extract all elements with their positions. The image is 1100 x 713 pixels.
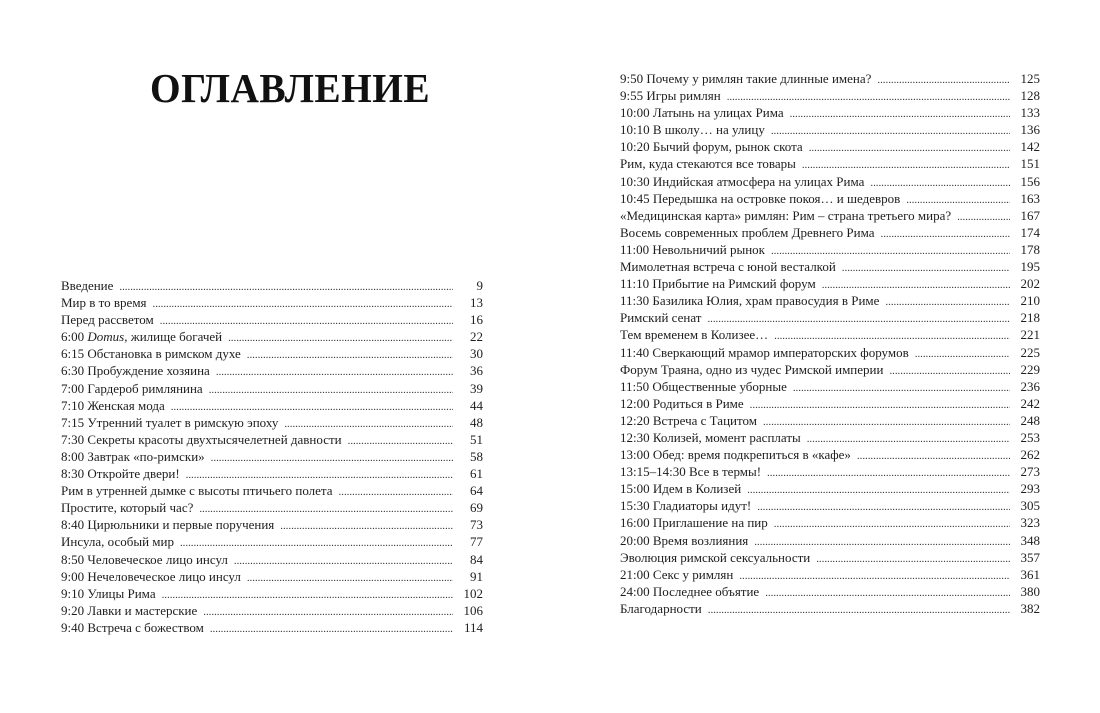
toc-entry-page: 151 — [1020, 156, 1040, 172]
toc-entry-page: 167 — [1020, 207, 1040, 223]
toc-list-right — [620, 70, 1040, 617]
toc-entry-time: 10:45 — [620, 190, 653, 206]
toc-entry — [620, 138, 1040, 155]
toc-entry-text: Обстановка в римском духе — [87, 346, 241, 362]
toc-entry-title — [620, 190, 906, 207]
toc-entry-page: 102 — [463, 585, 483, 601]
dot-leader — [216, 364, 453, 381]
toc-entry — [620, 480, 1040, 497]
toc-entry-time: 15:00 — [620, 481, 653, 497]
toc-entry-text: Передышка на островке покоя… и шедевров — [652, 190, 901, 206]
toc-entry-page: 305 — [1020, 498, 1040, 514]
toc-entry-time: 8:50 — [61, 551, 88, 567]
toc-entry-title — [620, 600, 708, 617]
toc-entry-page: 229 — [1020, 361, 1040, 377]
toc-entry-time: 10:20 — [620, 139, 653, 155]
dot-leader — [203, 604, 453, 621]
toc-entry-text: Эволюция римской сексуальности — [620, 549, 811, 565]
toc-entry — [61, 619, 483, 636]
toc-entry-title — [620, 155, 802, 172]
toc-entry-page: 210 — [1020, 293, 1040, 309]
toc-entry-text: В школу… на улицу — [652, 122, 765, 138]
toc-entry-title — [620, 104, 790, 121]
dot-leader — [211, 450, 453, 467]
toc-entry-time: 9:20 — [61, 602, 88, 618]
toc-entry-text: Время возлияния — [652, 532, 749, 548]
toc-entry — [620, 514, 1040, 531]
toc-entry — [620, 87, 1040, 104]
toc-entry-time: 24:00 — [620, 583, 653, 599]
toc-entry-text: Сверкающий мрамор императорских форумов — [652, 344, 909, 360]
toc-entry — [61, 585, 483, 602]
toc-entry — [61, 602, 483, 619]
toc-entry — [620, 326, 1040, 343]
toc-entry-time: 7:00 — [61, 380, 88, 396]
toc-entry-page: 225 — [1020, 344, 1040, 360]
toc-entry-title — [620, 326, 774, 343]
toc-entry — [620, 275, 1040, 292]
dot-leader — [210, 621, 453, 638]
toc-entry — [620, 446, 1040, 463]
dot-leader — [885, 294, 1010, 311]
toc-entry-page: 48 — [470, 414, 483, 430]
toc-entry-text: Бычий форум, рынок скота — [652, 139, 803, 155]
toc-entry-page: 195 — [1020, 259, 1040, 275]
toc-entry-text: Мимолетная встреча с юной весталкой — [620, 259, 836, 275]
toc-entry — [620, 104, 1040, 121]
toc-entry-text: Откройте двери! — [87, 466, 180, 482]
toc-entry-title — [61, 362, 216, 379]
dot-leader — [915, 346, 1010, 363]
toc-entry-title — [620, 532, 754, 549]
toc-entry-page: 293 — [1020, 481, 1040, 497]
toc-heading: ОГЛАВЛЕНИЕ — [150, 65, 431, 111]
toc-entry-text: Прибытие на Римский форум — [652, 276, 816, 292]
toc-entry-time: 11:50 — [620, 378, 653, 394]
toc-entry-page: 236 — [1020, 378, 1040, 394]
toc-entry-page: 218 — [1020, 310, 1040, 326]
toc-entry-page: 174 — [1020, 224, 1040, 240]
toc-entry-time: 16:00 — [620, 515, 653, 531]
toc-entry-title — [620, 292, 885, 309]
toc-entry-page: 16 — [470, 312, 483, 328]
toc-entry-page: 136 — [1020, 122, 1040, 138]
toc-entry-page: 202 — [1020, 276, 1040, 292]
toc-entry-title — [61, 414, 284, 431]
toc-entry — [61, 551, 483, 568]
toc-entry — [61, 380, 483, 397]
toc-entry-title — [61, 499, 199, 516]
toc-entry-text: Все в термы! — [688, 464, 762, 480]
toc-entry — [620, 207, 1040, 224]
toc-entry-title — [620, 446, 857, 463]
toc-entry-time: 12:30 — [620, 429, 653, 445]
toc-entry — [620, 583, 1040, 600]
toc-entry — [620, 566, 1040, 583]
toc-entry-title — [620, 207, 957, 224]
toc-entry-page: 22 — [470, 329, 483, 345]
toc-entry-page: 91 — [470, 568, 483, 584]
toc-entry — [620, 532, 1040, 549]
toc-entry-text: Индийская атмосфера на улицах Рима — [652, 173, 865, 189]
toc-entry-time: 8:00 — [61, 448, 88, 464]
toc-entry-text: Общественные уборные — [652, 378, 787, 394]
toc-entry-time: 9:00 — [61, 568, 88, 584]
toc-entry-title — [620, 395, 750, 412]
toc-entry — [620, 395, 1040, 412]
toc-entry-title — [61, 277, 119, 294]
toc-entry-time: 7:15 — [61, 414, 88, 430]
toc-entry-text: Тем временем в Колизее… — [620, 327, 769, 343]
toc-entry-title — [620, 429, 807, 446]
toc-entry-title — [620, 412, 763, 429]
toc-entry-title — [61, 431, 348, 448]
toc-entry-time: 10:00 — [620, 105, 653, 121]
dot-leader — [739, 568, 1010, 585]
toc-entry-title — [620, 514, 774, 531]
toc-entry — [61, 362, 483, 379]
toc-entry — [61, 482, 483, 499]
dot-leader — [750, 397, 1010, 414]
toc-entry-text: Пробуждение хозяина — [87, 363, 210, 379]
toc-entry — [620, 155, 1040, 172]
toc-entry-title — [620, 275, 822, 292]
toc-entry-title — [620, 463, 767, 480]
toc-entry-text: Колизей, момент расплаты — [652, 429, 801, 445]
toc-entry-title — [61, 380, 209, 397]
toc-entry-text: Секс у римлян — [652, 566, 734, 582]
toc-entry-title — [620, 241, 771, 258]
toc-entry-text: Простите, который час? — [61, 500, 194, 516]
toc-entry — [620, 121, 1040, 138]
toc-entry-time: 11:10 — [620, 276, 653, 292]
toc-entry-page: 273 — [1020, 464, 1040, 480]
toc-entry-page: 77 — [470, 534, 483, 550]
toc-entry-time: 11:40 — [620, 344, 653, 360]
toc-entry-time: 12:00 — [620, 395, 653, 411]
toc-entry-page: 348 — [1020, 532, 1040, 548]
dot-leader — [957, 209, 1010, 226]
toc-entry-text: Благодарности — [620, 600, 702, 616]
toc-entry-time: 8:40 — [61, 517, 88, 533]
toc-entry-title — [620, 309, 707, 326]
toc-entry-title — [61, 465, 186, 482]
toc-entry-title — [61, 345, 247, 362]
dot-leader — [889, 363, 1010, 380]
toc-entry-page: 125 — [1020, 71, 1040, 86]
toc-entry-time: 12:20 — [620, 412, 653, 428]
dot-leader — [228, 330, 453, 347]
toc-entry-page: 61 — [470, 466, 483, 482]
toc-entry-page: 156 — [1020, 173, 1040, 189]
toc-entry-title — [620, 361, 889, 378]
toc-entry — [61, 345, 483, 362]
toc-entry-text: Встреча с божеством — [87, 619, 204, 635]
toc-entry-title — [61, 551, 234, 568]
toc-entry — [620, 258, 1040, 275]
dot-leader — [842, 260, 1010, 277]
toc-entry-text: Римский сенат — [620, 310, 702, 326]
toc-entry-time: 6:00 — [61, 329, 88, 345]
toc-entry-time: 13:15–14:30 — [620, 464, 689, 480]
dot-leader — [767, 465, 1010, 482]
toc-entry-text: Завтрак «по-римски» — [87, 448, 205, 464]
dot-leader — [247, 570, 453, 587]
dot-leader — [747, 482, 1010, 499]
toc-entry-title — [61, 482, 339, 499]
toc-list-left — [61, 277, 483, 636]
toc-entry-time: 20:00 — [620, 532, 653, 548]
toc-entry-page: 178 — [1020, 241, 1040, 257]
toc-entry-title — [620, 549, 816, 566]
toc-entry-title — [620, 70, 877, 87]
toc-entry-text: Гардероб римлянина — [87, 380, 203, 396]
dot-leader — [348, 433, 453, 450]
toc-entry-page: 242 — [1020, 395, 1040, 411]
dot-leader — [247, 347, 453, 364]
toc-entry-text: Обед: время подкрепиться в «кафе» — [652, 447, 851, 463]
toc-entry-title — [620, 497, 757, 514]
toc-entry — [61, 277, 483, 294]
toc-entry-page: 253 — [1020, 429, 1040, 445]
toc-entry-page: 69 — [470, 500, 483, 516]
toc-entry-text: Идем в Колизей — [652, 481, 742, 497]
toc-entry-time: 9:50 — [620, 71, 647, 86]
toc-entry-text: Латынь на улицах Рима — [652, 105, 784, 121]
toc-entry-page: 73 — [470, 517, 483, 533]
toc-entry-page: 39 — [470, 380, 483, 396]
toc-entry-title — [620, 583, 765, 600]
toc-entry-title — [61, 516, 280, 533]
toc-entry-text: Инсула, особый мир — [61, 534, 174, 550]
toc-entry-text: «Медицинская карта» римлян: Рим – страна третьего мира? — [620, 207, 952, 223]
dot-leader — [162, 587, 453, 604]
dot-leader — [708, 602, 1010, 619]
toc-entry-page: 106 — [463, 602, 483, 618]
toc-entry-text: Мир в то время — [61, 295, 147, 311]
toc-entry-title — [61, 585, 162, 602]
toc-entry — [61, 516, 483, 533]
toc-entry-page: 380 — [1020, 583, 1040, 599]
dot-leader — [877, 72, 1010, 89]
toc-entry — [620, 361, 1040, 378]
toc-entry-text: Улицы Рима — [87, 585, 156, 601]
toc-entry-title — [620, 480, 747, 497]
toc-entry-page: 114 — [463, 619, 483, 635]
toc-entry-title — [61, 397, 171, 414]
toc-entry-page: 163 — [1020, 190, 1040, 206]
toc-entry-text: Перед рассветом — [61, 312, 154, 328]
toc-entry-page: 64 — [470, 483, 483, 499]
toc-entry-text: Гладиаторы идут! — [652, 498, 752, 514]
toc-entry-time: 9:10 — [61, 585, 88, 601]
toc-entry-page: 13 — [470, 295, 483, 311]
dot-leader — [209, 382, 453, 399]
toc-entry-text: Родиться в Риме — [652, 395, 744, 411]
dot-leader — [790, 106, 1010, 123]
toc-entry-page: 221 — [1020, 327, 1040, 343]
dot-leader — [280, 518, 453, 535]
toc-entry-title — [61, 328, 228, 345]
toc-entry — [620, 344, 1040, 361]
toc-entry — [620, 190, 1040, 207]
toc-entry-italic: Domus — [87, 329, 125, 345]
toc-entry-time: 7:30 — [61, 431, 88, 447]
toc-entry — [61, 568, 483, 585]
toc-entry-text: Игры римлян — [646, 88, 721, 104]
toc-entry-title — [61, 602, 203, 619]
dot-leader — [339, 484, 453, 501]
toc-entry-title — [620, 173, 870, 190]
toc-entry — [61, 397, 483, 414]
toc-entry-time: 6:15 — [61, 346, 88, 362]
toc-entry-text: Человеческое лицо инсул — [87, 551, 228, 567]
toc-entry — [620, 241, 1040, 258]
toc-entry-page: 382 — [1020, 600, 1040, 616]
toc-entry — [61, 431, 483, 448]
toc-entry-time: 7:10 — [61, 397, 88, 413]
toc-entry-time: 13:00 — [620, 447, 653, 463]
toc-entry-title — [61, 533, 180, 550]
toc-entry-time: 11:00 — [620, 241, 653, 257]
toc-entry-title — [61, 294, 153, 311]
dot-leader — [234, 553, 453, 570]
toc-entry-text: Секреты красоты двухтысячелетней давности — [87, 431, 342, 447]
toc-entry-time: 10:30 — [620, 173, 653, 189]
toc-entry-page: 142 — [1020, 139, 1040, 155]
toc-entry-title — [620, 344, 915, 361]
toc-entry-text: Утренний туалет в римскую эпоху — [87, 414, 279, 430]
dot-leader — [881, 226, 1010, 243]
toc-entry — [61, 328, 483, 345]
toc-entry-title — [61, 619, 210, 636]
toc-entry-text: Цирюльники и первые поручения — [87, 517, 275, 533]
toc-entry-time: 9:40 — [61, 619, 88, 635]
toc-entry — [620, 429, 1040, 446]
toc-entry-page: 361 — [1020, 566, 1040, 582]
toc-entry-text: Почему у римлян такие длинные имена? — [646, 71, 872, 86]
toc-entry-text: , жилище богачей — [124, 329, 223, 345]
toc-entry — [620, 292, 1040, 309]
toc-entry — [620, 309, 1040, 326]
toc-entry — [620, 497, 1040, 514]
toc-entry-text: Лавки и мастерские — [87, 602, 198, 618]
toc-entry-text: Приглашение на пир — [652, 515, 768, 531]
dot-leader — [816, 551, 1010, 568]
toc-entry-text: Женская мода — [87, 397, 165, 413]
toc-entry — [61, 465, 483, 482]
toc-entry-text: Невольничий рынок — [652, 241, 765, 257]
dot-leader — [765, 585, 1010, 602]
dot-leader — [119, 279, 453, 296]
toc-entry-page: 84 — [470, 551, 483, 567]
toc-entry-text: Базилика Юлия, храм правосудия в Риме — [652, 293, 880, 309]
dot-leader — [153, 296, 453, 313]
toc-entry-page: 36 — [470, 363, 483, 379]
toc-entry-text: Встреча с Тацитом — [652, 412, 757, 428]
toc-entry — [620, 600, 1040, 617]
toc-entry-time: 15:30 — [620, 498, 653, 514]
toc-entry-title — [620, 121, 771, 138]
toc-entry-title — [620, 566, 739, 583]
toc-entry-time: 11:30 — [620, 293, 653, 309]
right-page — [550, 0, 1100, 713]
toc-entry-title — [61, 311, 160, 328]
toc-entry — [620, 412, 1040, 429]
toc-entry-page: 51 — [470, 431, 483, 447]
toc-entry-text: Введение — [61, 278, 114, 293]
toc-entry-page: 128 — [1020, 88, 1040, 104]
toc-entry-time: 6:30 — [61, 363, 88, 379]
toc-entry — [620, 549, 1040, 566]
toc-entry-title — [620, 378, 793, 395]
toc-entry — [61, 499, 483, 516]
toc-entry — [620, 173, 1040, 190]
toc-entry-time: 21:00 — [620, 566, 653, 582]
dot-leader — [809, 140, 1010, 157]
dot-leader — [857, 448, 1010, 465]
toc-entry-page: 323 — [1020, 515, 1040, 531]
toc-entry-time: 10:10 — [620, 122, 653, 138]
toc-entry-title — [620, 138, 809, 155]
toc-entry-text: Рим в утренней дымке с высоты птичьего полета — [61, 483, 333, 499]
toc-entry — [620, 70, 1040, 87]
toc-entry-text: Последнее объятие — [652, 583, 760, 599]
toc-entry — [620, 224, 1040, 241]
toc-entry-title — [620, 87, 727, 104]
toc-entry-title — [620, 258, 842, 275]
toc-entry-page: 44 — [470, 397, 483, 413]
toc-entry-text: Нечеловеческое лицо инсул — [87, 568, 241, 584]
toc-entry-text: Форум Траяна, одно из чудес Римской империи — [620, 361, 884, 377]
toc-entry — [620, 463, 1040, 480]
toc-entry — [620, 378, 1040, 395]
toc-entry-text: Восемь современных проблем Древнего Рима — [620, 224, 875, 240]
dot-leader — [774, 516, 1010, 533]
toc-entry-title — [61, 448, 211, 465]
toc-entry-title — [61, 568, 247, 585]
toc-entry-page: 357 — [1020, 549, 1040, 565]
dot-leader — [757, 499, 1010, 516]
toc-entry — [61, 311, 483, 328]
toc-entry-page: 133 — [1020, 105, 1040, 121]
toc-entry-page: 30 — [470, 346, 483, 362]
toc-entry-page: 248 — [1020, 412, 1040, 428]
toc-entry — [61, 448, 483, 465]
toc-entry-text: Рим, куда стекаются все товары — [620, 156, 796, 172]
toc-entry-title — [620, 224, 881, 241]
toc-entry-page: 9 — [476, 278, 483, 293]
dot-leader — [793, 380, 1010, 397]
toc-entry-time: 9:55 — [620, 88, 647, 104]
toc-entry-time: 8:30 — [61, 466, 88, 482]
toc-entry-page: 58 — [470, 448, 483, 464]
toc-entry — [61, 533, 483, 550]
toc-entry-page: 262 — [1020, 447, 1040, 463]
toc-entry — [61, 294, 483, 311]
toc-entry — [61, 414, 483, 431]
